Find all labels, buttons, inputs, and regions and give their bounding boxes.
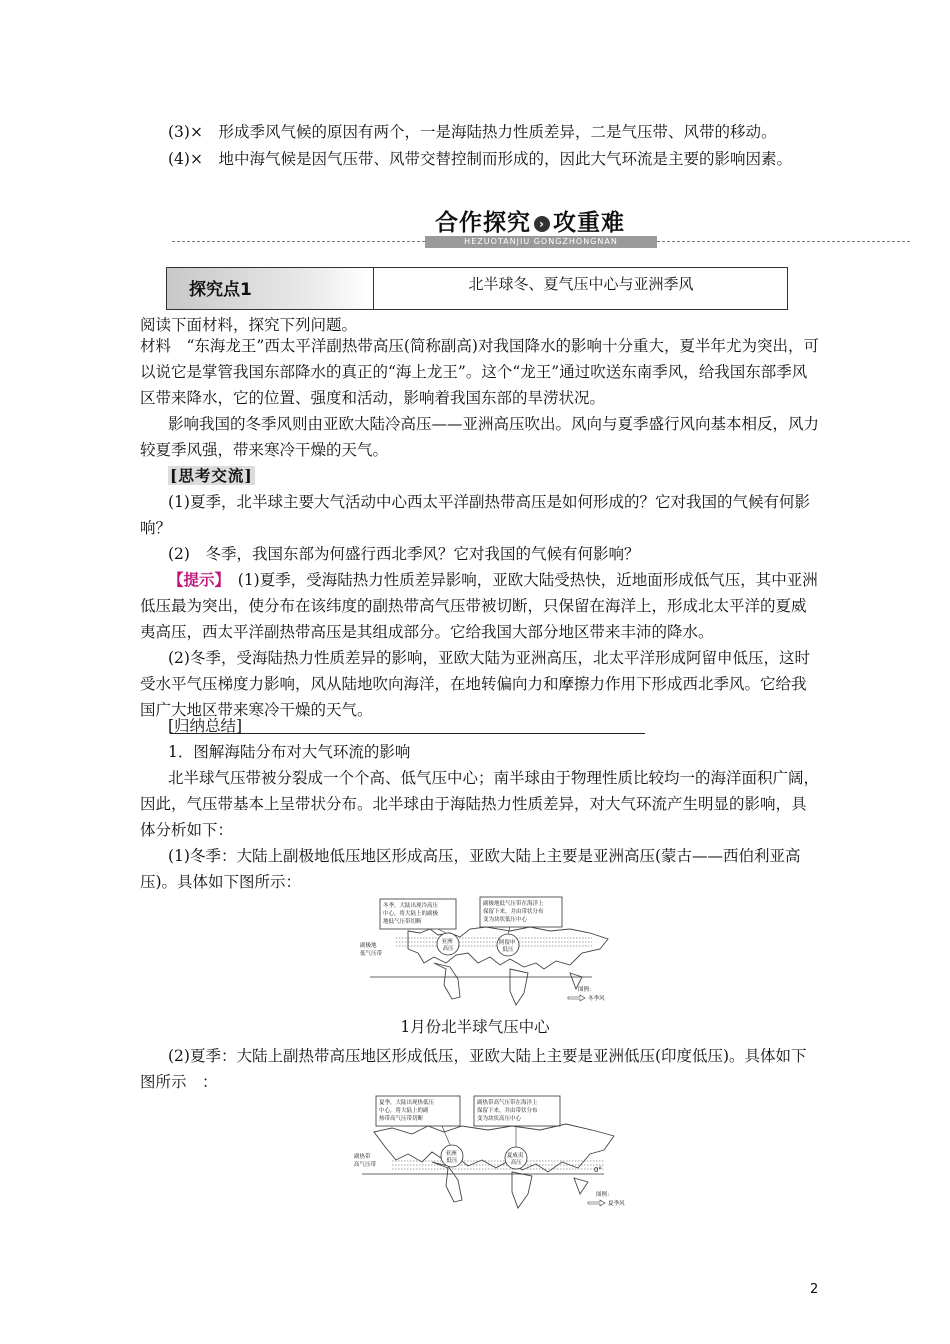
map1-side-label-line: 低气压带 — [360, 951, 383, 957]
map2-equator-label: 0° — [594, 1166, 602, 1174]
summary-2: 北半球气压带被分裂成一个个高、低气压中心；南半球由于物理性质比较均一的海洋面积广阔，因此，气压带基本上呈带状分布。北半球由于海陆热力性质差异，对大气环流产生明显的影响，具体分析如下： — [140, 769, 820, 839]
summary-4: (2)夏季：大陆上副热带高压地区形成低压，亚欧大陆上主要是亚洲低压(印度低压)。具体如下图所示 ： — [140, 1047, 807, 1091]
map2-note-right-line: 保留下来，并由带状分布 — [477, 1108, 538, 1114]
map1-side-label-line: 副极地 — [360, 943, 377, 949]
map2-note-left-line: 热带高气压带切断 — [379, 1116, 424, 1122]
map2-note-left-line: 夏季，大陆出现热低压 — [379, 1100, 435, 1106]
map2-center-1-label — [446, 1149, 459, 1164]
think-label — [168, 463, 255, 489]
map1-note-right-line: 变为块状低压中心 — [483, 917, 528, 923]
think-label-text: [思考交流] — [170, 466, 253, 485]
map1-caption: 1月份北半球气压中心 — [400, 1018, 550, 1036]
question-2: (2) 冬季，我国东部为何盛行西北季风？它对我国的气候有何影响？ — [168, 545, 640, 563]
answer-3: (3)× 形成季风气候的原因有两个，一是海陆热力性质差异，二是气压带、风带的移动。 — [168, 123, 777, 141]
map1-note-left-line: 地低气压带切断 — [383, 919, 422, 925]
summary-underline — [170, 733, 645, 734]
tip-label: 【提示】 — [168, 570, 223, 589]
map2-side-label-line: 副热带 — [354, 1154, 371, 1160]
map2-side-label-line: 高气压带 — [354, 1162, 377, 1168]
question-1: (1)夏季，北半球主要大气活动中心西太平洋副热带高压是如何形成的？它对我国的气候有何影响？ — [140, 493, 810, 537]
summer-monsoon-arrow-icon — [588, 1200, 605, 1206]
tip-answer-1 — [140, 567, 820, 645]
topic-title: 北半球冬、夏气压中心与亚洲季风 — [373, 268, 788, 309]
topic-box — [166, 267, 788, 310]
map1-legend-title: 图例： — [578, 987, 595, 993]
map2-center-1-line: 低压 — [446, 1158, 458, 1164]
material-text: 材料 “东海龙王”西太平洋副热带高压(简称副高)对我国降水的影响十分重大，夏半年尤为突出，可以说它是掌管我国东部降水的真正的“海上龙王”。这个“龙王”通过吹送东南季风，给我国东部季风区带来降水，它的位置、强度和活动，影响着我国东部的旱涝状况。 — [140, 337, 819, 407]
map1-note-right-line: 副极地低气压带在海洋上 — [483, 901, 544, 907]
map1-southern-lands — [434, 963, 582, 1005]
topic-label: 探究点1 — [189, 280, 252, 300]
topic-label-box — [167, 268, 369, 309]
intro-text: 阅读下面材料，探究下列问题。 — [140, 316, 358, 334]
summary-label: [归纳总结] — [168, 717, 243, 735]
map2-legend-title: 图例： — [596, 1192, 613, 1198]
map2-legend-item: 夏季风 — [608, 1201, 625, 1207]
map1-center-2-line: 阿留申 — [498, 940, 516, 946]
summary-1: 1．图解海陆分布对大气环流的影响 — [168, 743, 411, 761]
map1-note-left-line: 冬季，大陆出现冷高压 — [383, 903, 439, 909]
map1-center-1-line: 高压 — [442, 946, 454, 952]
winter-monsoon-arrow-icon — [568, 995, 585, 1001]
map2-center-2-line: 夏威夷 — [506, 1153, 524, 1159]
map2-leader-line — [442, 1126, 450, 1145]
banner-title-part2: 攻重难 — [553, 210, 625, 236]
map1-note-left-line: 中心，将大陆上的副极 — [383, 911, 439, 917]
map1-center-2-line: 低压 — [502, 947, 514, 953]
january-pressure-map — [360, 893, 620, 1011]
july-pressure-map — [352, 1090, 642, 1214]
tip-answer-2: (2)冬季，受海陆热力性质差异的影响，亚欧大陆为亚洲高压，北太平洋形成阿留申低压，这时受水平气压梯度力影响，风从陆地吹向海洋，在地转偏向力和摩擦力作用下形成西北季风。它给我国广大地区带来寒冷干燥的天气。 — [140, 649, 810, 719]
map1-side-label — [360, 941, 383, 957]
page-number: 2 — [810, 1282, 819, 1297]
map1-legend-item: 冬季风 — [588, 996, 605, 1002]
map2-center-2-line: 高压 — [510, 1160, 522, 1166]
banner-title-part1: 合作探究 — [435, 210, 531, 236]
section-banner-title — [435, 204, 625, 237]
chevron-right-icon: › — [534, 216, 550, 232]
map1-center-1-label — [442, 937, 455, 952]
summary-3: (1)冬季：大陆上副极地低压地区形成高压，亚欧大陆上主要是亚洲高压(蒙古——西伯利亚高压)。具体如下图所示： — [140, 847, 801, 891]
map1-note-right-line: 保留下来，并由带状分布 — [483, 909, 544, 915]
map2-side-label — [354, 1152, 377, 1168]
winter-text: 影响我国的冬季风则由亚欧大陆冷高压——亚洲高压吹出。风向与夏季盛行风向基本相反，风力较夏季风强，带来寒冷干燥的天气。 — [140, 415, 820, 459]
banner-subtitle: HEZUOTANJIU GONGZHONGNAN — [425, 236, 657, 248]
map2-note-left-line: 中心，将大陆上的副 — [379, 1108, 429, 1114]
map1-leader-line — [438, 929, 446, 933]
map2-note-right-line: 变为块状高压中心 — [477, 1116, 522, 1122]
map2-center-1-line: 亚洲 — [445, 1151, 457, 1157]
map2-note-right-line: 副热带高气压带在海洋上 — [477, 1100, 538, 1106]
tip-answer-1-text: (1)夏季，受海陆热力性质差异影响，亚欧大陆受热快，近地面形成低气压，其中亚洲低压最为突出，使分布在该纬度的副热带高气压带被切断，只保留在海洋上，形成北太平洋的夏威夷高压，西太平洋副热带高压是其组成部分。它给我国大部分地区带来丰沛的降水。 — [140, 571, 818, 641]
answer-4: (4)× 地中海气候是因气压带、风带交替控制而形成的，因此大气环流是主要的影响因素。 — [168, 150, 792, 168]
map1-center-1-line: 亚洲 — [441, 939, 453, 945]
